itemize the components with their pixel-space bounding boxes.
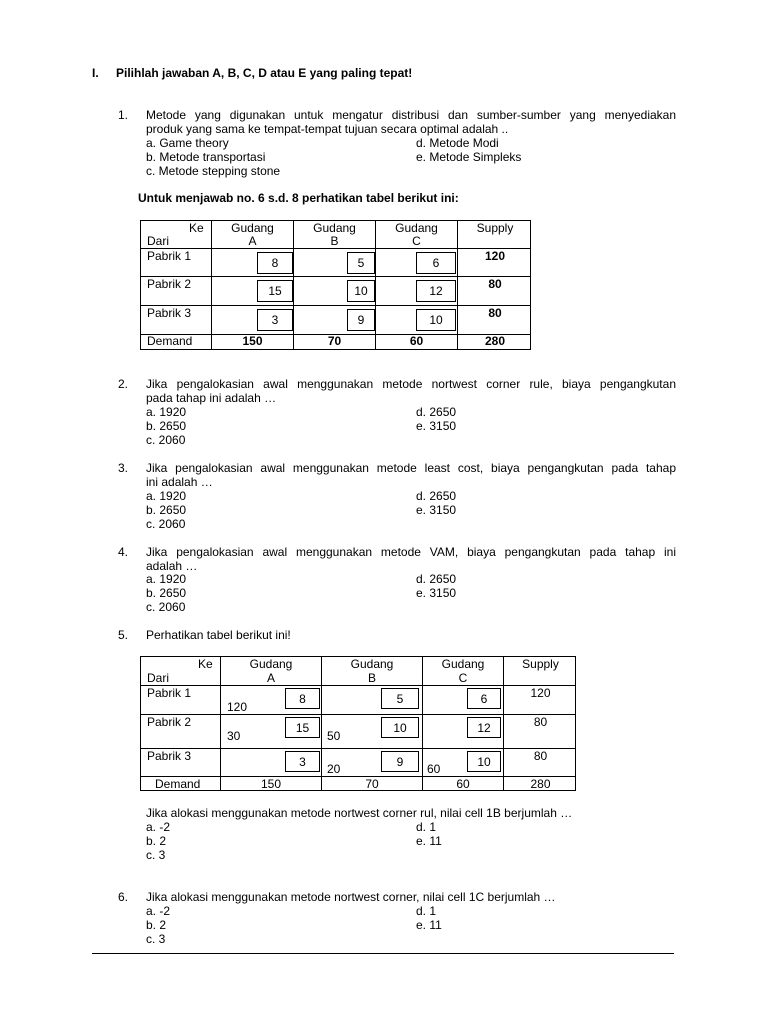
cost-cell: 12 [416, 280, 456, 302]
demand-value: 60 [456, 777, 470, 791]
demand-value: 150 [260, 777, 282, 791]
q4-option-c: c. 2060 [146, 600, 186, 614]
q2-line2: pada tahap ini adalah … [146, 391, 277, 405]
q5-question: Jika alokasi menggunakan metode nortwest corner rul, nilai cell 1B berjumlah … [146, 806, 573, 820]
q2-number: 2. [118, 377, 129, 391]
row-label-pabrik-2: Pabrik 2 [147, 715, 192, 729]
q1-line1: Metode yang digunakan untuk mengatur distribusi dan sumber-sumber yang menyediakan [146, 108, 676, 122]
cost-cell: 10 [467, 751, 501, 772]
q2-option-d: d. 2650 [416, 405, 457, 419]
q4-line1: Jika pengalokasian awal menggunakan metode VAM, biaya pengangkutan pada tahap ini [146, 545, 676, 559]
q4-line2: adalah … [146, 559, 198, 573]
footer-divider [92, 953, 674, 954]
q4-option-a: a. 1920 [146, 572, 187, 586]
cost-cell: 6 [416, 252, 456, 274]
header-c: C [458, 671, 468, 685]
q5-option-c: c. 3 [146, 848, 166, 862]
q3-line1: Jika pengalokasian awal menggunakan metode least cost, biaya pengangkutan pada tahap [146, 461, 676, 475]
header-gudang-a: Gudang [249, 657, 293, 671]
cost-cell: 15 [285, 717, 320, 738]
row-label-pabrik-3: Pabrik 3 [147, 306, 192, 320]
supply-value: 80 [533, 715, 548, 729]
q6-option-a: a. -2 [146, 904, 171, 918]
total-value: 280 [530, 777, 551, 791]
supply-value: 80 [533, 749, 548, 763]
q3-option-c: c. 2060 [146, 517, 186, 531]
dari-label: Dari [147, 671, 170, 685]
cost-cell: 6 [467, 688, 501, 709]
q6-question: Jika alokasi menggunakan metode nortwest corner, nilai cell 1C berjumlah … [146, 890, 556, 904]
q6-option-e: e. 11 [416, 918, 442, 932]
supply-value: 80 [488, 277, 502, 291]
demand-value: 150 [242, 334, 263, 348]
cost-cell: 15 [257, 280, 293, 302]
q2-option-a: a. 1920 [146, 405, 187, 419]
cost-cell: 10 [416, 309, 456, 331]
ke-label: Ke [198, 657, 213, 671]
supply-value: 120 [530, 686, 551, 700]
q4-number: 4. [118, 545, 129, 559]
supply-value: 120 [484, 249, 506, 263]
q1-option-b: b. Metode transportasi [146, 150, 266, 164]
q2-option-e: e. 3150 [416, 419, 457, 433]
q1-option-e: e. Metode Simpleks [416, 150, 522, 164]
cost-cell: 9 [347, 309, 375, 331]
q2-line1: Jika pengalokasian awal menggunakan metode nortwest corner rule, biaya pengangkutan [146, 377, 676, 391]
header-gudang-c: Gudang [395, 221, 438, 235]
q3-number: 3. [118, 461, 129, 475]
demand-value: 70 [327, 334, 342, 348]
allocation-table [140, 656, 576, 791]
cost-cell: 12 [467, 717, 501, 738]
q1-line2: produk yang sama ke tempat-tempat tujuan secara optimal adalah .. [146, 122, 509, 136]
q5-option-e: e. 11 [416, 834, 442, 848]
cost-cell: 3 [257, 309, 293, 331]
q1-option-c: c. Metode stepping stone [146, 164, 281, 178]
q5-option-d: d. 1 [416, 820, 437, 834]
q1-option-d: d. Metode Modi [416, 136, 499, 150]
header-b: B [330, 234, 339, 248]
q3-option-e: e. 3150 [416, 503, 457, 517]
allocation-value: 50 [327, 729, 341, 743]
header-a: A [248, 234, 257, 248]
cost-cell: 9 [381, 751, 419, 772]
table-instruction: Untuk menjawab no. 6 s.d. 8 perhatikan tabel berikut ini: [138, 191, 459, 205]
q2-option-b: b. 2650 [146, 419, 187, 433]
header-b: B [367, 671, 376, 685]
q6-option-c: c. 3 [146, 932, 166, 946]
q1-number: 1. [118, 108, 129, 122]
q5-intro: Perhatikan tabel berikut ini! [146, 628, 291, 642]
header-c: C [412, 234, 421, 248]
q2-option-c: c. 2060 [146, 433, 186, 447]
section-title: Pilihlah jawaban A, B, C, D atau E yang paling tepat! [116, 66, 413, 80]
q6-option-b: b. 2 [146, 918, 167, 932]
q3-line2: ini adalah … [146, 475, 213, 489]
header-gudang-a: Gudang [231, 221, 274, 235]
demand-label: Demand [147, 334, 193, 348]
cost-cell: 3 [285, 751, 320, 772]
cost-cell: 10 [381, 717, 419, 738]
header-a: A [266, 671, 275, 685]
q4-option-d: d. 2650 [416, 572, 457, 586]
q3-option-d: d. 2650 [416, 489, 457, 503]
allocation-value: 20 [327, 762, 341, 776]
q5-option-b: b. 2 [146, 834, 167, 848]
supply-value: 80 [488, 306, 502, 320]
demand-label: Demand [155, 777, 201, 791]
q4-option-e: e. 3150 [416, 586, 457, 600]
cost-cell: 5 [381, 688, 419, 709]
q3-option-a: a. 1920 [146, 489, 187, 503]
q5-option-a: a. -2 [146, 820, 171, 834]
q3-option-b: b. 2650 [146, 503, 187, 517]
q1-option-a: a. Game theory [146, 136, 229, 150]
q6-number: 6. [118, 890, 129, 904]
cost-cell: 5 [347, 252, 375, 274]
section-number: I. [92, 66, 99, 80]
dari-label: Dari [147, 234, 170, 248]
header-gudang-b: Gudang [313, 221, 356, 235]
header-gudang-b: Gudang [350, 657, 394, 671]
total-value: 280 [484, 334, 506, 348]
demand-value: 60 [409, 334, 424, 348]
demand-value: 70 [365, 777, 379, 791]
header-supply: Supply [522, 657, 559, 671]
row-label-pabrik-2: Pabrik 2 [147, 277, 192, 291]
q6-option-d: d. 1 [416, 904, 437, 918]
header-gudang-c: Gudang [441, 657, 485, 671]
allocation-value: 60 [427, 762, 441, 776]
cost-table-1 [140, 220, 531, 350]
allocation-value: 30 [227, 729, 241, 743]
cost-cell: 8 [257, 252, 293, 274]
row-label-pabrik-1: Pabrik 1 [147, 686, 192, 700]
row-label-pabrik-3: Pabrik 3 [147, 749, 192, 763]
q4-option-b: b. 2650 [146, 586, 187, 600]
header-supply: Supply [476, 221, 514, 235]
q5-number: 5. [118, 628, 129, 642]
allocation-value: 120 [227, 700, 248, 714]
row-label-pabrik-1: Pabrik 1 [147, 249, 192, 263]
cost-cell: 8 [285, 688, 320, 709]
cost-cell: 10 [347, 280, 375, 302]
ke-label: Ke [189, 221, 204, 235]
